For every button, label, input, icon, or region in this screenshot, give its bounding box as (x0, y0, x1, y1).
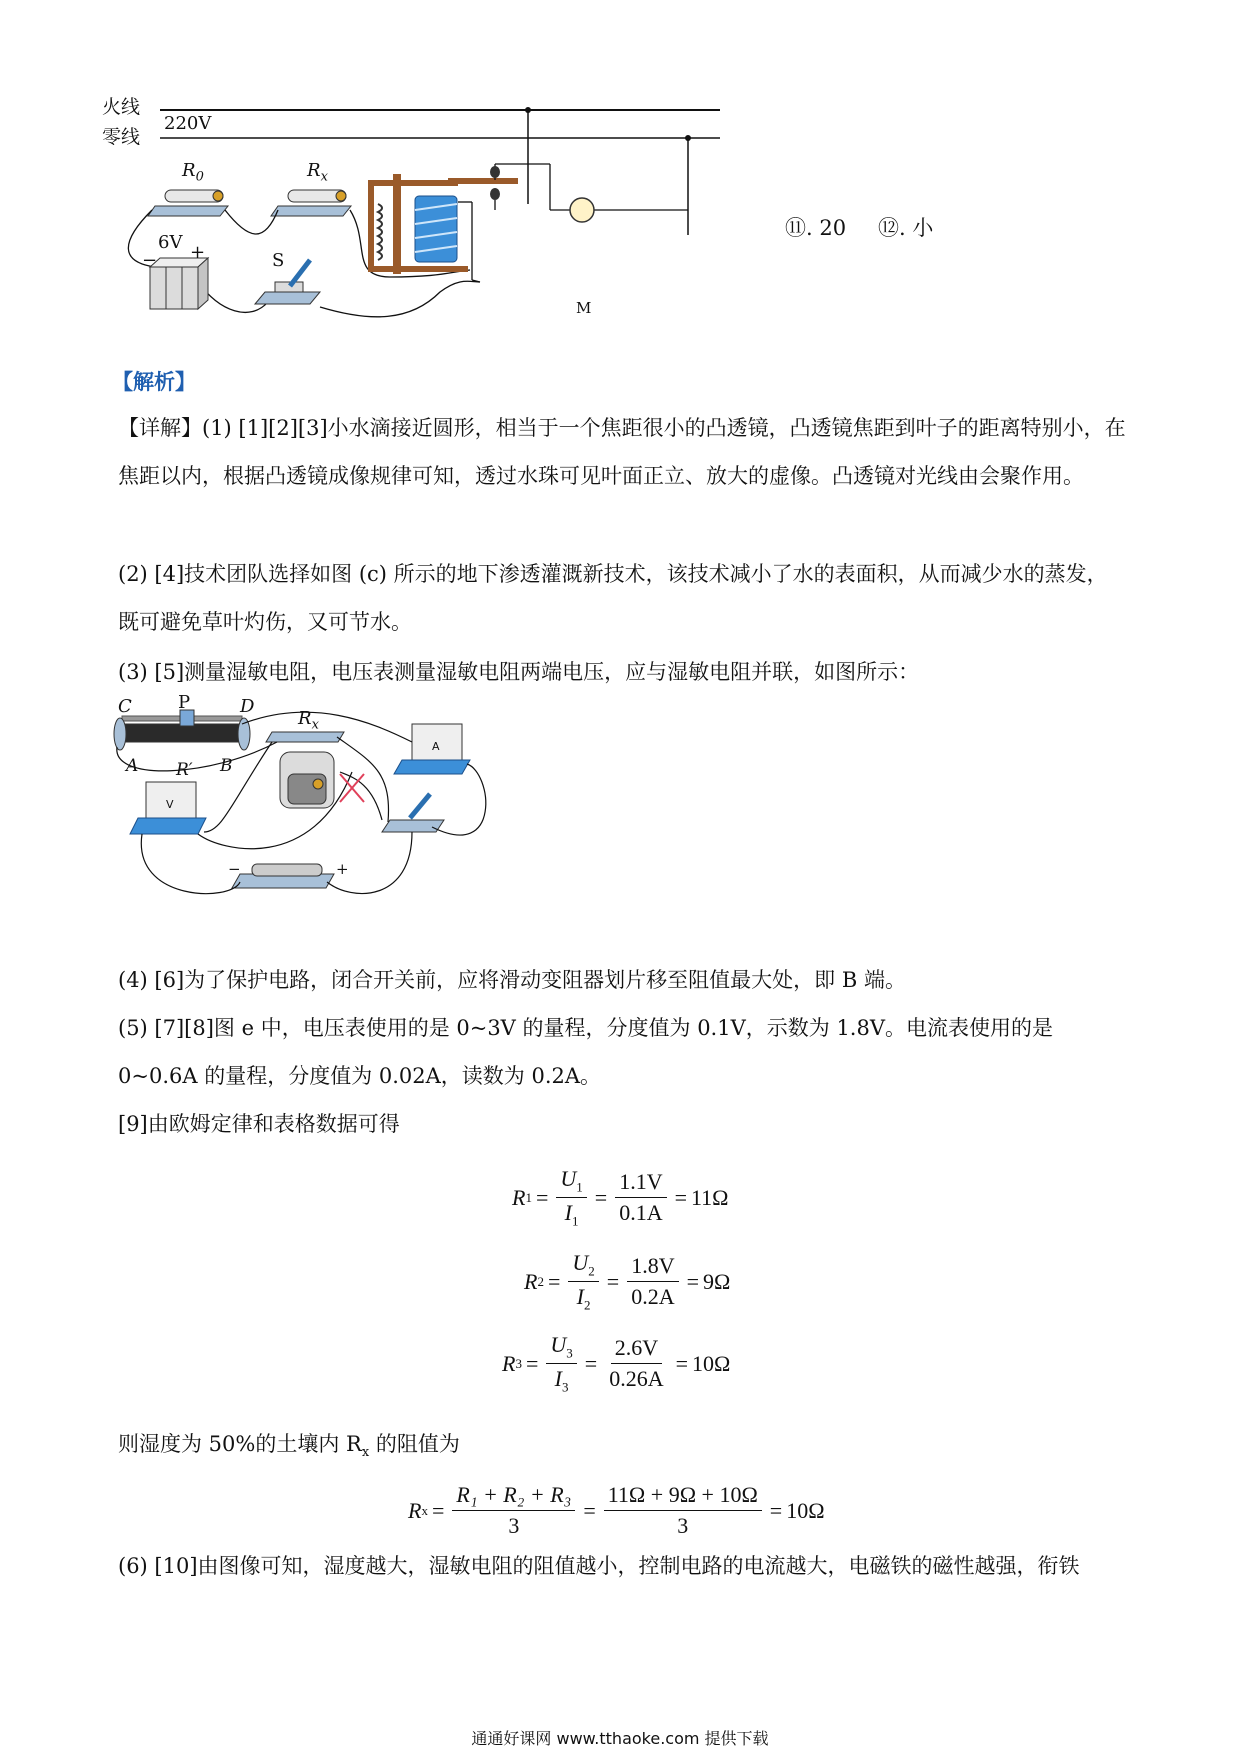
figure-control-circuit (102, 92, 730, 352)
label-c: C (118, 696, 132, 717)
paragraph-5: (5) [7][8]图 e 中，电压表使用的是 0~3V 的量程，分度值为 0.1V，示数为 1.8V。电流表使用的是 0~0.6A 的量程，分度值为 0.02A，读数为 0.2A。 (118, 1016, 1053, 1088)
resistor-rx (271, 190, 351, 216)
label-rx-fig2: $R_x$ (298, 708, 319, 733)
battery (150, 258, 208, 309)
paragraph-4: (4) [6]为了保护电路，闭合开关前，应将滑动变阻器划片移至阻值最大处，即 B 端。 (118, 968, 906, 992)
equation-r1: R 1 = $\frac{U_1}{I_1}$ = $\frac{1.1V}{0.1A}$ = 11Ω (512, 1166, 729, 1229)
label-battery-plus: + (190, 242, 206, 263)
paragraph-2: (2) [4]技术团队选择如图 (c) 所示的地下渗透灌溉新技术，该技术减小了水的表面积，从而减少水的蒸发，既可避免草叶灼伤，又可节水。 (118, 562, 1108, 634)
label-live-wire: 火线 (102, 96, 141, 118)
label-d: D (240, 696, 255, 717)
rheostat (114, 710, 250, 750)
equation-r2: R 2 = $\frac{U_2}{I_2}$ = $\frac{1.8V}{0.2A}$ = 9Ω (524, 1250, 731, 1313)
paragraph-7: 则湿度为 50%的土壤内 $R_x$ 的阻值为 (118, 1432, 460, 1461)
answer-11: ⑪. 20 (785, 216, 847, 240)
label-voltage: 220V (164, 113, 212, 134)
label-battery-minus: − (142, 250, 158, 271)
label-rx: $R_x$ (307, 160, 328, 185)
label-plus: + (336, 860, 349, 878)
label-p: P (178, 692, 191, 713)
equation-rx: R x = $\frac{\text{R₁ + R₂ + R₃}}{3}$ = $\frac{11\Omega + 9\Omega + 10\Omega}{3}$ = 10Ω (408, 1482, 825, 1538)
paragraph-1: 【详解】(1) [1][2][3]小水滴接近圆形，相当于一个焦距很小的凸透镜，凸透镜焦距到叶子的距离特别小，在焦距以内，根据凸透镜成像规律可知，透过水珠可见叶面正立、放大的虚像。凸透镜对光线由会聚作用。 (118, 416, 1126, 488)
answer-12: ⑫. 小 (878, 216, 934, 240)
humidity-sensor-rx (266, 732, 344, 808)
footer: 通通好课网 www.tthaoke.com 提供下载 (471, 1729, 769, 1748)
switch (382, 794, 444, 832)
measurement-circuit-diagram (112, 702, 512, 942)
label-b: B (220, 756, 233, 776)
label-battery: 6V (158, 232, 183, 253)
equation-r3: R 3 = $\frac{U_3}{I_3}$ = $\frac{2.6V}{0.26A}$ = 10Ω (502, 1332, 731, 1395)
figure-measurement-circuit (112, 692, 512, 942)
label-voltmeter: V (166, 798, 174, 811)
label-motor: M (576, 299, 592, 317)
paragraph-8: (6) [10]由图像可知，湿度越大，湿敏电阻的阻值越小，控制电路的电流越大，电磁铁的磁性越强，衔铁 (118, 1554, 1080, 1578)
motor-m (570, 198, 594, 222)
label-minus: − (228, 860, 241, 878)
label-r0: $R_0$ (182, 160, 204, 185)
label-r-prime: R′ (176, 760, 193, 780)
paragraph-3: (3) [5]测量湿敏电阻，电压表测量湿敏电阻两端电压，应与湿敏电阻并联，如图所示： (118, 660, 920, 684)
label-a: A (126, 756, 139, 776)
resistor-r0 (148, 190, 228, 216)
paragraph-6: [9]由欧姆定律和表格数据可得 (118, 1112, 400, 1136)
switch-s (255, 260, 320, 304)
label-switch: S (272, 250, 285, 271)
battery-box (232, 864, 334, 888)
analysis-title: 【解析】 (112, 369, 196, 394)
label-neutral-wire: 零线 (102, 126, 141, 148)
label-ammeter: A (432, 740, 440, 753)
